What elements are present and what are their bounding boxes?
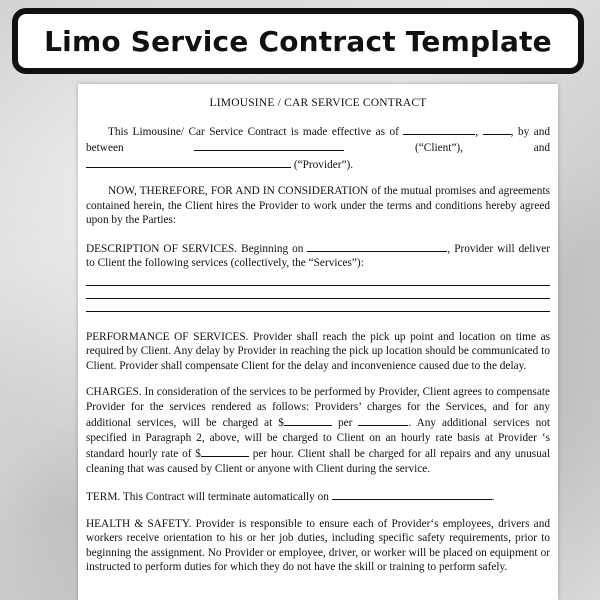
contract-document <box>78 84 558 600</box>
term-paragraph <box>86 488 550 505</box>
termination-date-blank[interactable] <box>332 488 492 500</box>
date-blank[interactable] <box>403 123 475 135</box>
services-lines <box>86 273 550 312</box>
health-safety-paragraph: HEALTH & SAFETY. Provider is responsible to ensure each of Provider‘s employees, drivers and workers receive orientation to his or her job duties, including specific safety requirements, prior to beginning the assignment. No Provider or employee, driver, or worker will be placed on equipment or instructed to perform duties for which they do not have the skill or training to perform safely. <box>86 517 550 573</box>
client-name-blank[interactable] <box>194 139 344 151</box>
document-title: LIMOUSINE / CAR SERVICE CONTRACT <box>209 97 427 109</box>
term-text-1: TERM. This Contract will terminate automatically on <box>86 491 329 503</box>
year-blank[interactable] <box>483 123 511 135</box>
intro-text-2: , <box>475 125 479 138</box>
term-text-2: . <box>491 491 495 503</box>
charges-text-4: per hour. Client shall be charged for all repairs and any unusual cleaning that was caused by Client or anyone with Client during the service. <box>86 448 550 475</box>
charges-text-2: per <box>337 417 353 429</box>
hourly-rate-blank[interactable] <box>201 445 249 457</box>
services-line-2[interactable] <box>86 286 550 299</box>
services-line-3[interactable] <box>86 299 550 312</box>
consideration-paragraph: NOW, THEREFORE, FOR AND IN CONSIDERATION of the mutual promises and agreements contained herein, the Client hires the Provider to work under the terms and conditions hereby agreed upon by the Parties: <box>86 185 550 226</box>
charges-paragraph <box>86 385 550 476</box>
title-banner <box>12 8 584 74</box>
services-line-1[interactable] <box>86 273 550 286</box>
intro-paragraph <box>86 123 550 173</box>
description-text-1: DESCRIPTION OF SERVICES. Beginning on <box>86 242 304 255</box>
intro-text-4: (“Client”), and <box>415 142 550 154</box>
start-date-blank[interactable] <box>307 240 447 252</box>
description-paragraph <box>86 240 550 271</box>
intro-text-3: , by and between <box>86 125 551 154</box>
performance-paragraph: PERFORMANCE OF SERVICES. Provider shall reach the pick up point and location on time as required by Client. Any delay by Provider in reaching the pick up location should be communicated to Client. Provider shall compensate Client for the delay and inconvenience caused due to the delay. <box>86 330 550 372</box>
intro-text-5: (“Provider”). <box>293 158 354 171</box>
provider-name-blank[interactable] <box>86 156 291 168</box>
charges-text-3: . Any additional services not specified in Paragraph 2, above, will be charged to Client on an hourly rate basis at Provider ‘s standard hourly rate of $ <box>86 417 551 460</box>
description-text-2: , Provider will deliver to Client the following services (collectively, the “Services”): <box>86 242 550 269</box>
banner-title: Limo Service Contract Template <box>44 24 552 58</box>
rate-blank[interactable] <box>284 414 332 426</box>
intro-text-1: This Limousine/ Car Service Contract is made effective as of <box>108 125 399 138</box>
rate-unit-blank[interactable] <box>358 414 408 426</box>
charges-text-1: CHARGES. In consideration of the services to be performed by Provider, Client agrees to compensate Provider for the services rendered as follows: Providers’ charges for the Services, and for any additional services, will be charged at $ <box>86 386 550 429</box>
